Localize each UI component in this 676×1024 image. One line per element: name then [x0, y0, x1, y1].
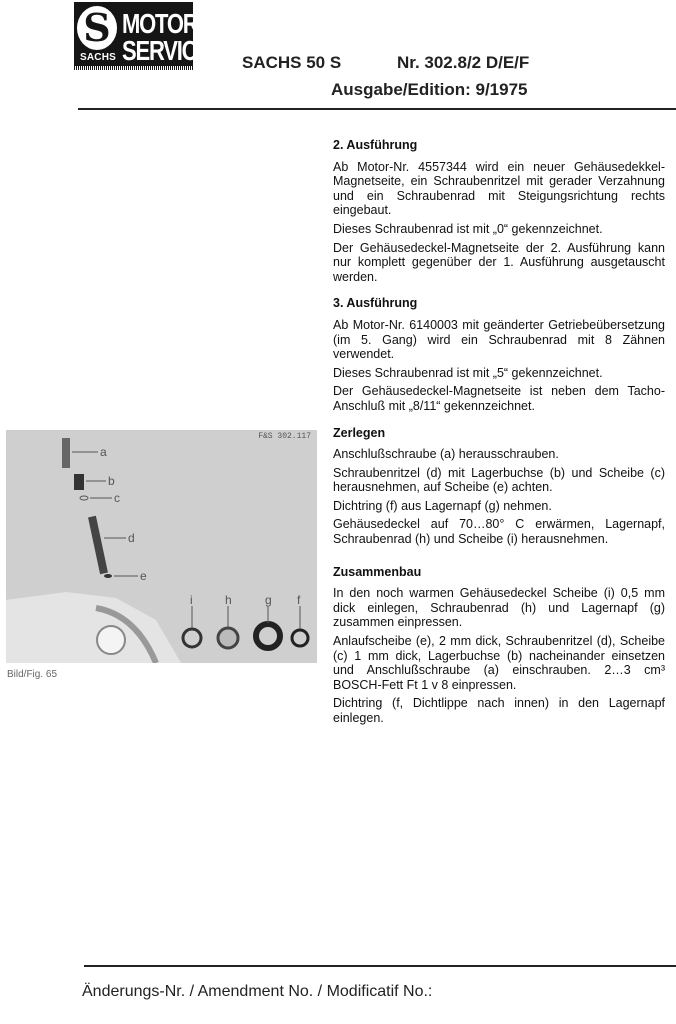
- section-ausfuehrung-3: [333, 296, 665, 413]
- logo-stripe: [74, 66, 193, 70]
- label-a: a: [100, 445, 107, 459]
- label-h: h: [225, 593, 232, 607]
- paragraph: Der Gehäusedeckel-Magnetseite ist neben dem Tacho-Anschluß mit „8/11“ gekennzeichnet.: [333, 384, 665, 413]
- part-i-washer: [183, 629, 201, 647]
- logo-brand: SACHS: [79, 52, 116, 63]
- paragraph: Ab Motor-Nr. 4557344 wird ein neuer Gehäusedekkel-Magnetseite, ein Schraubenritzel mit gerader Verzahnung und ein Schraubenrad mit Steigungsrichtung rechts eingebaut.: [333, 159, 665, 218]
- paragraph: Anschlußschraube (a) herausschrauben.: [333, 447, 559, 462]
- footer-rule: [84, 965, 676, 967]
- document-number: Nr. 302.8/2 D/E/F: [397, 53, 530, 72]
- label-f: f: [297, 593, 301, 607]
- figure-reference: F&S 302.117: [258, 432, 311, 441]
- section-zusammenbau: [333, 565, 665, 726]
- section-ausfuehrung-2: [333, 138, 665, 284]
- section-heading: 2. Ausführung: [333, 138, 418, 152]
- model-title: SACHS 50 S: [242, 53, 342, 72]
- label-c: c: [114, 491, 120, 505]
- label-d: d: [128, 531, 135, 545]
- instructions-column: [333, 138, 665, 738]
- edition-date: Ausgabe/Edition: 9/1975: [331, 80, 528, 99]
- label-b: b: [108, 474, 115, 488]
- sachs-s-emblem: S: [77, 6, 117, 50]
- paragraph: In den noch warmen Gehäusedeckel Scheibe (i) 0,5 mm dick einlegen, Schraubenrad (h) und Lagernapf (g) zusammen einpressen.: [333, 586, 665, 630]
- part-c-washer: [80, 496, 88, 500]
- paragraph: Schraubenritzel (d) mit Lagerbuchse (b) und Scheibe (c) herausnehmen, auf Scheibe (e) achten.: [333, 465, 665, 495]
- paragraph: Dieses Schraubenrad ist mit „5“ gekennzeichnet.: [333, 365, 603, 380]
- part-e-washer: [104, 574, 112, 578]
- figure-caption: Bild/Fig. 65: [7, 669, 58, 680]
- label-e: e: [140, 569, 147, 583]
- parts-illustration: [6, 430, 317, 663]
- part-g-cup: [256, 624, 280, 648]
- paragraph: Dieses Schraubenrad ist mit „0“ gekennzeichnet.: [333, 221, 603, 236]
- part-f-seal: [292, 630, 308, 646]
- part-a-screw: [62, 438, 70, 468]
- section-heading: 3. Ausführung: [333, 296, 418, 311]
- part-h-gear: [218, 628, 238, 648]
- paragraph: Gehäusedeckel auf 70…80° C erwärmen, Lagernapf, Schraubenrad (h) und Scheibe (i) herausnehmen.: [333, 517, 665, 547]
- parts-figure: [6, 430, 317, 663]
- housing-boss: [97, 626, 125, 654]
- part-d-pinion: [88, 516, 108, 574]
- paragraph: Der Gehäusedeckel-Magnetseite der 2. Ausführung kann nur komplett gegenüber der 1. Ausführung ausgetauscht werden.: [333, 240, 665, 284]
- logo-word-motor: MOTOR-: [122, 8, 204, 40]
- paragraph: Dichtring (f) aus Lagernapf (g) nehmen.: [333, 498, 552, 513]
- housing-cover: [6, 592, 181, 663]
- sachs-logo: [74, 2, 210, 70]
- label-g: g: [265, 593, 272, 607]
- header-rule: [78, 108, 676, 110]
- paragraph: Dichtring (f, Dichtlippe nach innen) in den Lagernapf einlegen.: [333, 696, 665, 725]
- amendment-label: Änderungs-Nr. / Amendment No. / Modificatif No.:: [82, 983, 433, 1000]
- section-zerlegen: [333, 426, 665, 547]
- part-b-bushing: [74, 474, 84, 490]
- paragraph: Anlaufscheibe (e), 2 mm dick, Schraubenritzel (d), Scheibe (c) 1 mm dick, Lagerbuchse (b) nacheinander einsetzen und Anschlußschraube (a) einschrauben. 2…3 cm³ BOSCH-Fett Ft 1 v 8 einpressen.: [333, 634, 665, 692]
- section-heading: Zusammenbau: [333, 564, 422, 579]
- label-i: i: [190, 593, 193, 607]
- paragraph: Ab Motor-Nr. 6140003 mit geänderter Getriebeübersetzung (im 5. Gang) wird ein Schraubenrad mit 8 Zähnen verwendet.: [333, 317, 665, 362]
- section-heading: Zerlegen: [333, 425, 386, 440]
- logo-word-service: SERVICE: [122, 35, 210, 67]
